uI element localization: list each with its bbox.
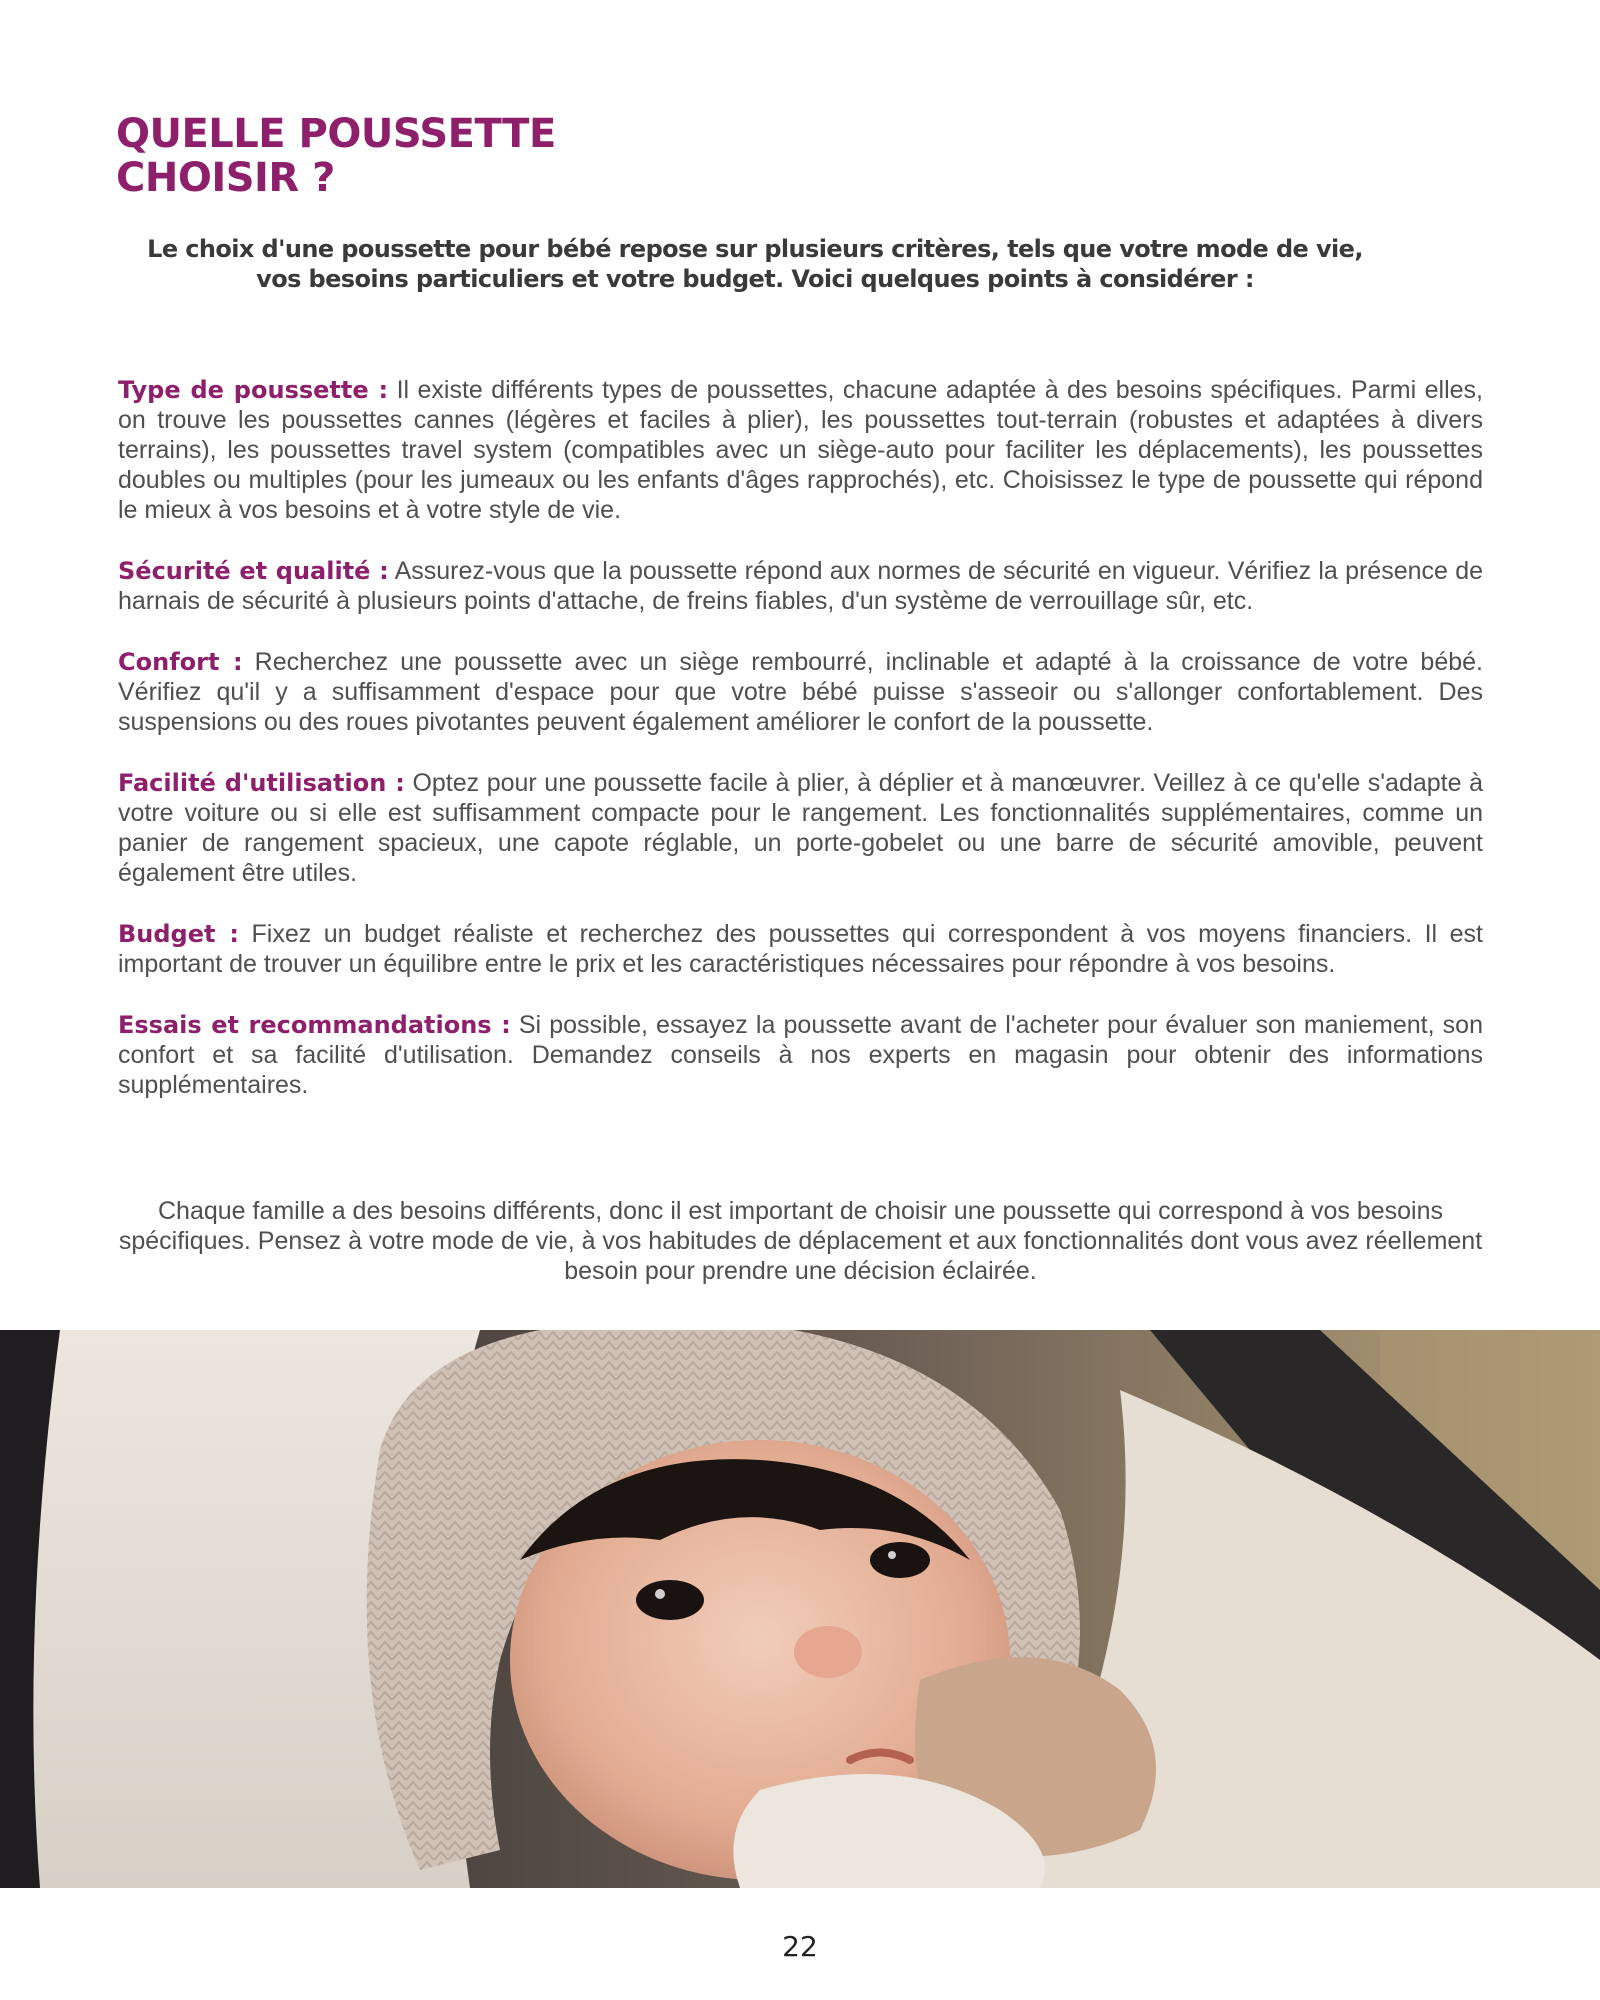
intro-paragraph: Le choix d'une poussette pour bébé repose sur plusieurs critères, tels que votre mode de vie, vos besoins particuliers et votre budget. Voici quelques points à considérer :	[147, 235, 1363, 293]
criterion-essais-recommandations	[118, 1010, 1483, 1100]
baby-photo-illustration	[0, 1330, 1600, 1888]
criterion-text: Fixez un budget réaliste et recherchez des poussettes qui correspondent à vos moyens financiers. Il est important de trouver un équilibre entre le prix et les caractéristiques nécessaires pour répondre à vos besoins.	[118, 920, 1483, 978]
criterion-securite-qualite	[118, 556, 1483, 616]
criterion-text: Il existe différents types de poussettes, chacune adaptée à des besoins spécifiques. Parmi elles, on trouve les poussettes cannes (légères et faciles à plier), les poussettes tout-terrain (robustes et adaptées à divers terrains), les poussettes travel system (compatibles avec un siège-auto pour faciliter les déplacements), les poussettes doubles ou multiples (pour les jumeaux ou les enfants d'âges rapprochés), etc. Choisissez le type de poussette qui répond le mieux à vos besoins et à votre style de vie.	[118, 376, 1484, 524]
criterion-type-poussette	[118, 375, 1483, 525]
criterion-label: Facilité d'utilisation :	[118, 769, 405, 797]
baby-photo	[0, 1330, 1600, 1888]
criterion-text: Assurez-vous que la poussette répond aux normes de sécurité en vigueur. Vérifiez la présence de harnais de sécurité à plusieurs points d'attache, de freins fiables, d'un système de verrouillage sûr, etc.	[118, 557, 1483, 615]
page-title-line-1: QUELLE POUSSETTE	[116, 111, 556, 157]
criterion-label: Budget :	[118, 920, 240, 948]
criterion-confort	[118, 647, 1483, 737]
criterion-text: Si possible, essayez la poussette avant de l'acheter pour évaluer son maniement, son confort et sa facilité d'utilisation. Demandez conseils à nos experts en magasin pour obtenir des informations supplémentaires.	[118, 1011, 1483, 1099]
page-number: 22	[782, 1930, 818, 1963]
criterion-label: Sécurité et qualité :	[118, 557, 389, 585]
criterion-label: Confort :	[118, 648, 243, 676]
page-title-line-2: CHOISIR ?	[116, 155, 335, 201]
criteria-list	[118, 375, 1483, 1131]
criterion-label: Essais et recommandations :	[118, 1011, 511, 1039]
criterion-budget	[118, 919, 1483, 979]
criterion-label: Type de poussette :	[118, 376, 389, 404]
page-title	[116, 112, 556, 200]
conclusion-paragraph: Chaque famille a des besoins différents, donc il est important de choisir une poussette qui correspond à vos besoins spécifiques. Pensez à votre mode de vie, à vos habitudes de déplacement et aux fonctionnalités dont vous avez réellement besoin pour prendre une décision éclairée.	[118, 1197, 1483, 1285]
criterion-text: Optez pour une poussette facile à plier, à déplier et à manœuvrer. Veillez à ce qu'elle s'adapte à votre voiture ou si elle est suffisamment compacte pour le rangement. Les fonctionnalités supplémentaires, comme un panier de rangement spacieux, une capote réglable, un porte-gobelet ou une barre de sécurité amovible, peuvent également être utiles.	[118, 769, 1483, 887]
criterion-text: Recherchez une poussette avec un siège rembourré, inclinable et adapté à la croissance de votre bébé. Vérifiez qu'il y a suffisamment d'espace pour que votre bébé puisse s'asseoir ou s'allonger confortablement. Des suspensions ou des roues pivotantes peuvent également améliorer le confort de la poussette.	[118, 648, 1483, 736]
criterion-facilite-utilisation	[118, 768, 1483, 888]
